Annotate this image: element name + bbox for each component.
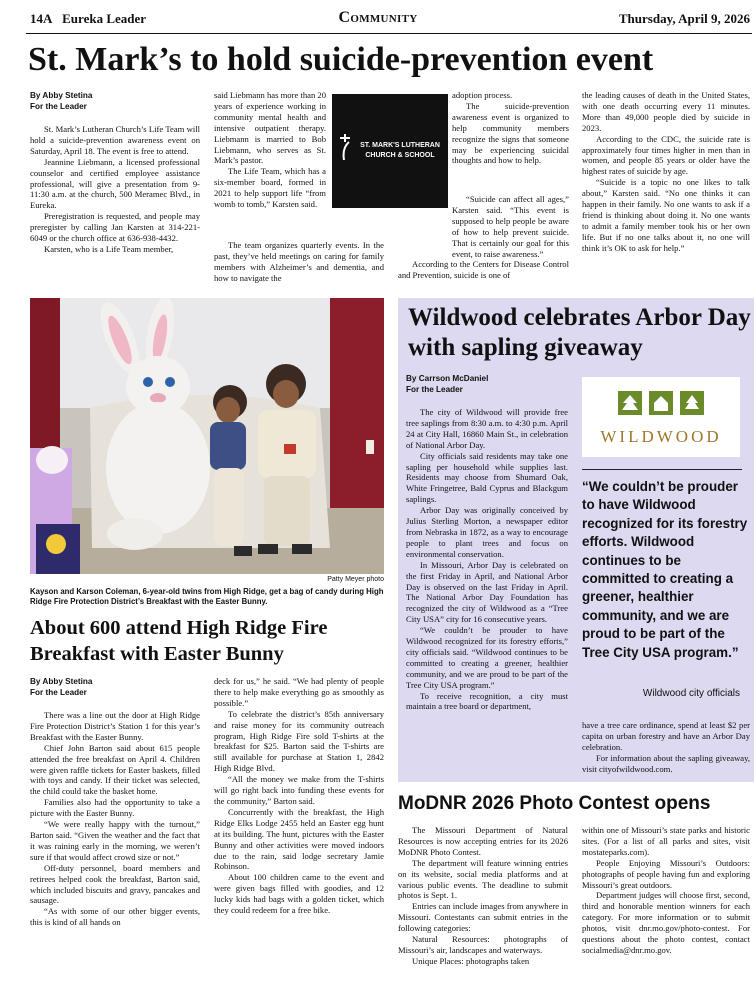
- story4-column-1: [398, 825, 568, 967]
- st-marks-logo: [332, 94, 448, 208]
- story3-column-2: [582, 720, 750, 775]
- story1-byline: [30, 90, 200, 112]
- byline-name: By Carrson McDaniel: [406, 374, 489, 383]
- paragraph: In Missouri, Arbor Day is celebrated on the first Friday in April, and National Arbor Day is observed on the last Friday in April. The National Arbor Day Foundation has recognized the city of Wildwood as a “Tree City USA” city for 16 consecutive years.: [406, 559, 568, 625]
- story1-body-col1: [30, 124, 200, 255]
- paragraph: “As with some of our other bigger events, this is kind of all hands on: [30, 906, 200, 928]
- story1-body-col2: [214, 90, 326, 210]
- wildwood-wordmark: WILDWOOD: [600, 427, 722, 446]
- paragraph: The suicide-prevention awareness event is organized to help community members recognize the signs that someone may be experiencing suicidal thoughts and how to help.: [452, 100, 569, 166]
- tree-houses-icon: [618, 387, 704, 417]
- photo-caption: Kayson and Karson Coleman, 6-year-old twins from High Ridge, get a bag of candy during High Ridge Fire Protection District’s Breakfast with the Easter Bunny.: [30, 587, 384, 606]
- story1-body-col3-wide: [398, 194, 569, 281]
- paragraph: “All the money we make from the T-shirts will go right back into funding these events for the community,” Barton said.: [214, 774, 384, 806]
- paragraph: Karsten, who is a Life Team member,: [44, 243, 174, 254]
- paragraph: said Liebmann has more than 20 years of experience working in community mental health and intensive outpatient therapy. Liebmann is married to Bob Liebmann, who serves as St. Mark’s pastor.: [214, 90, 326, 166]
- story4-headline: MoDNR 2026 Photo Contest opens: [398, 793, 711, 814]
- paragraph: have a tree care ordinance, spend at least $2 per capita on urban forestry and have an Arbor Day celebration.: [582, 720, 750, 752]
- paragraph: About 100 children came to the event and were given bags filled with goodies, and 12 lucky kids had bags with a golden ticket, which they could redeem for a free bike.: [214, 872, 384, 916]
- story2-column-2: [214, 676, 384, 916]
- header-rule: [26, 33, 752, 34]
- paragraph: The Missouri Department of Natural Resources is now accepting entries for its 2026 MoDNR Photo Contest.: [398, 825, 568, 857]
- story2-body-col1: [30, 710, 200, 928]
- wildwood-logo: [582, 377, 740, 457]
- photo-illustration: [30, 298, 384, 574]
- story1-column-4: [582, 90, 750, 254]
- paragraph: “We were really happy with the turnout,” Barton said. “Given the weather and the fact that it was raining early in the morning, we weren’t sure if that would affect crowd size or not.”: [30, 819, 200, 862]
- paragraph: “We couldn’t be prouder to have Wildwood recognized for its forestry efforts,” city officials said. “Wildwood continues to be committed to creating a greener, healthier community, and we are proud to be part of the Tree City USA program.”: [406, 625, 568, 690]
- paragraph: Preregistration is requested, and people may preregister by calling Jan Karsten at 314-221-6049 or the church office at 636-938-4432.: [30, 211, 200, 244]
- easter-bunny-photo: [30, 298, 384, 574]
- paragraph: Unique Places: photographs taken: [412, 955, 530, 966]
- paragraph: St. Mark’s Lutheran Church’s Life Team will hold a suicide-prevention awareness event on Saturday, April 18. The event is free to attend.: [30, 124, 200, 156]
- story3-headline: Wildwood celebrates Arbor Day with sapling giveaway: [408, 304, 751, 361]
- story3-column-1: [406, 373, 568, 712]
- paragraph: The department will feature winning entries on its website, social media platforms and at various public events. The deadline to submit photos is Sept. 1.: [398, 857, 568, 901]
- story4-body-col1: [398, 825, 568, 967]
- paragraph: Concurrently with the breakfast, the High Ridge Elks Lodge 2455 held an Easter egg hunt at its building. The hunt, pictures with the Easter Bunny and other activities were moved indoors due to the rain, said lodge secretary Jamie Robinson.: [214, 806, 384, 872]
- story1-body-col4: [582, 90, 750, 254]
- paragraph: To celebrate the district’s 85th anniversary and raise money for its community outreach program, High Ridge Fire sold T-shirts at the breakfast for $25. Barton said the T-shirts are still available for purchase at Station 1, 2842 High Ridge Blvd.: [214, 708, 384, 774]
- paragraph: According to the Centers for Disease Control and Prevention, suicide is one of: [398, 259, 569, 281]
- paragraph: City officials said residents may take one sapling per household while supplies last. Residents may choose from Shumard Oak, White Fringetree, Bald Cyprus and Blackgum saplings.: [406, 450, 568, 505]
- paragraph: According to the CDC, the suicide rate is approximately four times higher in men than in women, and people 85 years or older have the highest rates of suicide by age.: [582, 133, 750, 177]
- logo-line-1: ST. MARK'S LUTHERAN: [360, 142, 440, 149]
- paragraph: adoption process.: [452, 90, 513, 100]
- paragraph: The city of Wildwood will provide free tree saplings from 8:30 a.m. to 4:30 p.m. April 24 at City Hall, 16860 Main St., in celebration of National Arbor Day.: [406, 407, 568, 450]
- story2-byline: [30, 676, 200, 698]
- story3-body-col1: [406, 407, 568, 712]
- story2-body-col2: [214, 676, 384, 916]
- paragraph: “Suicide can affect all ages,” Karsten said. “This event is supposed to help people be aware of how to help prevent suicide. That is certainly our goal for this event, to raise awareness.”: [452, 194, 569, 259]
- paragraph: Families also had the opportunity to take a picture with the Easter Bunny.: [30, 797, 200, 819]
- story1-column-2: [214, 90, 326, 210]
- byline-role: For the Leader: [406, 385, 463, 394]
- story1-body-col2-wide: [214, 240, 384, 284]
- story1-headline: St. Mark’s to hold suicide-prevention event: [28, 41, 654, 78]
- byline-role: For the Leader: [30, 102, 87, 111]
- paragraph: Arbor Day was originally conceived by Julius Sterling Morton, a newspaper editor from Nebraska in 1872, as a way to encourage people to plant trees and focus on environmental conservation.: [406, 505, 568, 559]
- byline-role: For the Leader: [30, 688, 87, 697]
- paragraph: Natural Resources: photographs of Missouri’s air, landscapes and waterways.: [398, 934, 568, 955]
- story2-column-1: [30, 676, 200, 928]
- story1-column-1: [30, 90, 200, 255]
- photo-credit: Patty Meyer photo: [327, 576, 384, 583]
- paragraph: The team organizes quarterly events. In the past, they’ve held meetings on caring for family members with Alzheimer’s and dementia, and how to navigate the: [214, 240, 384, 283]
- paragraph: Chief John Barton said about 615 people attended the free breakfast on April 4. Children were given raffle tickets for Easter baskets, filled with toys and candy. If their ticket was selected, the child could take the basket home.: [30, 742, 200, 797]
- paragraph: Jeannine Liebmann, a licensed professional counselor and certified employee assistance professional, will give a presentation from 9-11:30 a.m. at the church, 500 Meramec Blvd., in Eureka.: [30, 156, 200, 211]
- paper-name: Eureka Leader: [62, 11, 147, 26]
- paragraph: To receive recognition, a city must maintain a tree board or department,: [406, 690, 568, 712]
- story3-byline: [406, 373, 568, 395]
- byline-name: By Abby Stetina: [30, 91, 93, 100]
- story1-body-col3: [452, 90, 569, 166]
- paragraph: There was a line out the door at High Ridge Fire Protection District’s Station 1 for this year’s Breakfast with the Easter Bunny.: [30, 710, 200, 742]
- pull-quote-attribution: Wildwood city officials: [642, 688, 740, 699]
- logo-line-2: CHURCH & SCHOOL: [365, 152, 435, 159]
- paragraph: People Enjoying Missouri’s Outdoors: photographs of people having fun and exploring Missouri’s great outdoors.: [582, 857, 750, 890]
- paragraph: deck for us,” he said. “We had plenty of people there to help make everything go as smoothly as possible.”: [214, 676, 384, 708]
- story4-column-2: [582, 825, 750, 956]
- story3-body-col2: [582, 720, 750, 775]
- pull-quote: “We couldn’t be prouder to have Wildwood recognized for its forestry efforts. Wildwood continues to be committed to creating a greener, healthier community, and we are proud to be part of the Tree City USA program.”: [582, 479, 748, 660]
- paragraph: The Life Team, which has a six-member board, formed in 2021 to help support life “from womb to tomb,” Karsten said.: [214, 166, 326, 210]
- story4-body-col2: [582, 825, 750, 956]
- paragraph: the leading causes of death in the United States, with one death occurring every 11 minutes. More than 49,000 people died by suicide in 2023.: [582, 90, 750, 133]
- paragraph: Entries can include images from anywhere in Missouri. Contestants can submit entries in the following categories:: [398, 901, 568, 934]
- paragraph: For information about the sapling giveaway, visit cityofwildwood.com.: [582, 752, 750, 774]
- paragraph: Off-duty personnel, board members and retirees helped cook the breakfast, Barton said, which included biscuits and gravy, pancakes and sausage.: [30, 862, 200, 906]
- paragraph: “Suicide is a topic no one likes to talk about,” Karsten said. “No one thinks it can happen in their family. No one wants to ask if a friend is thinking about doing it. No one wants to admit a family member took his or her own life. But if no one talks about it, no one will think it’s OK to ask for help.”: [582, 177, 750, 253]
- byline-name: By Abby Stetina: [30, 677, 93, 686]
- story2-headline: About 600 attend High Ridge Fire Breakfast with Easter Bunny: [30, 617, 328, 665]
- story1-column-3: [452, 90, 569, 166]
- section-name: Community: [338, 9, 418, 26]
- paragraph: within one of Missouri’s state parks and historic sites. (For a list of all parks and sites, visit mostateparks.com).: [582, 825, 750, 857]
- paragraph: Department judges will choose first, second, third and honorable mention winners for each category. For more information or to submit photos, visit dnr.mo.gov/photo-contest. For questions about the photo contest, contact socialmedia@dnr.mo.gov.: [582, 890, 750, 955]
- quote-rule: [582, 469, 742, 470]
- cross-flame-icon: [338, 134, 352, 160]
- issue-date: Thursday, April 9, 2026: [618, 11, 750, 26]
- page-number: 14A: [30, 11, 53, 26]
